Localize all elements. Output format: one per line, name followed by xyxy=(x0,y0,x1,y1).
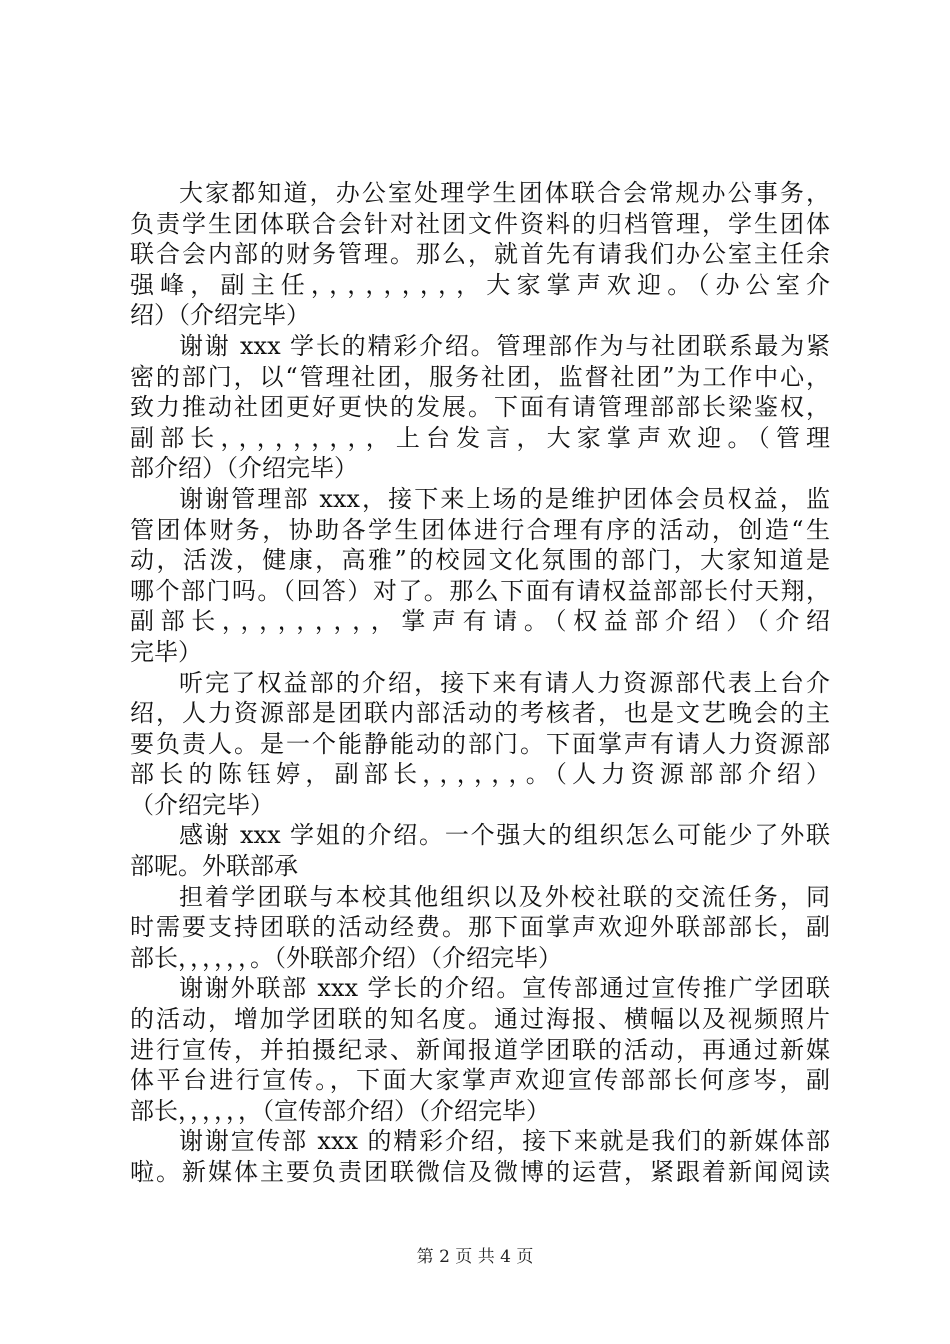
text-line: 完毕） xyxy=(130,637,202,666)
text-line: 哪个部门吗。（回答）对了。那么下面有请权益部部长付天翔， xyxy=(130,576,830,605)
text-line: 听完了权益部的介绍，接下来有请人力资源部代表上台介 xyxy=(179,668,830,697)
text-line: 谢谢宣传部 xxx 的精彩介绍，接下来就是我们的新媒体部 xyxy=(179,1127,830,1156)
text-line: 强峰，副主任，，，，，，，，，大家掌声欢迎。（办公室介 xyxy=(130,270,830,299)
text-line: 大家都知道，办公室处理学生团体联合会常规办公事务， xyxy=(179,179,830,207)
text-line: 体平台进行宣传。，下面大家掌声欢迎宣传部部长何彦岑，副 xyxy=(130,1066,830,1095)
text-line: 感谢 xxx 学姐的介绍。一个强大的组织怎么可能少了外联 xyxy=(179,821,830,850)
text-line: 部长，，，，，，。（外联部介绍）（介绍完毕） xyxy=(130,943,562,972)
text-line: 密的部门，以“管理社团，服务社团，监督社团”为工作中心， xyxy=(130,362,830,391)
document-body xyxy=(130,178,830,1188)
text-line: 部长的陈钰婷，副部长，，，，，，。（人力资源部部介绍） xyxy=(130,760,830,789)
text-line: 谢谢 xxx 学长的精彩介绍。管理部作为与社团联系最为紧 xyxy=(179,331,830,360)
text-line: 时需要支持团联的活动经费。那下面掌声欢迎外联部部长，副 xyxy=(130,913,830,942)
text-line: 副部长，，，，，，，，，掌声有请。（权益部介绍）（介绍 xyxy=(130,607,830,636)
text-line: 副部长，，，，，，，，，上台发言，大家掌声欢迎。（管理 xyxy=(130,423,830,452)
text-line: 部呢。外联部承 xyxy=(130,852,298,881)
text-line: 管团体财务，协助各学生团体进行合理有序的活动，创造“生 xyxy=(130,515,830,544)
page-footer: 第 2 页 共 4 页 xyxy=(416,1247,534,1267)
text-line: 谢谢管理部 xxx，接下来上场的是维护团体会员权益，监 xyxy=(179,484,830,513)
text-line: 绍，人力资源部是团联内部活动的考核者，也是文艺晚会的主 xyxy=(130,699,830,728)
text-line: 负责学生团体联合会针对社团文件资料的归档管理，学生团体 xyxy=(130,209,830,238)
text-line: 啦。新媒体主要负责团联微信及微博的运营，紧跟着新闻阅读 xyxy=(130,1158,830,1186)
text-line: 绍）（介绍完毕） xyxy=(130,301,310,330)
text-line: 进行宣传，并拍摄纪录、新闻报道学团联的活动，再通过新媒 xyxy=(130,1035,830,1064)
text-line: 谢谢外联部 xxx 学长的介绍。宣传部通过宣传推广学团联 xyxy=(179,974,830,1003)
text-line: 部介绍）（介绍完毕） xyxy=(130,454,358,483)
text-line: 要负责人。是一个能静能动的部门。下面掌声有请人力资源部 xyxy=(130,729,830,758)
text-line: 部长，，，，，，（宣传部介绍）（介绍完毕） xyxy=(130,1096,550,1125)
text-line: 动，活泼，健康，高雅”的校园文化氛围的部门，大家知道是 xyxy=(130,546,830,575)
text-line: 的活动，增加学团联的知名度。通过海报、横幅以及视频照片 xyxy=(130,1005,830,1034)
text-line: 致力推动社团更好更快的发展。下面有请管理部部长梁鉴权， xyxy=(130,393,830,422)
text-line: 担着学团联与本校其他组织以及外校社联的交流任务，同 xyxy=(179,882,830,911)
text-line: （介绍完毕） xyxy=(130,790,274,819)
text-line: 联合会内部的财务管理。那么，就首先有请我们办公室主任余 xyxy=(130,240,830,269)
